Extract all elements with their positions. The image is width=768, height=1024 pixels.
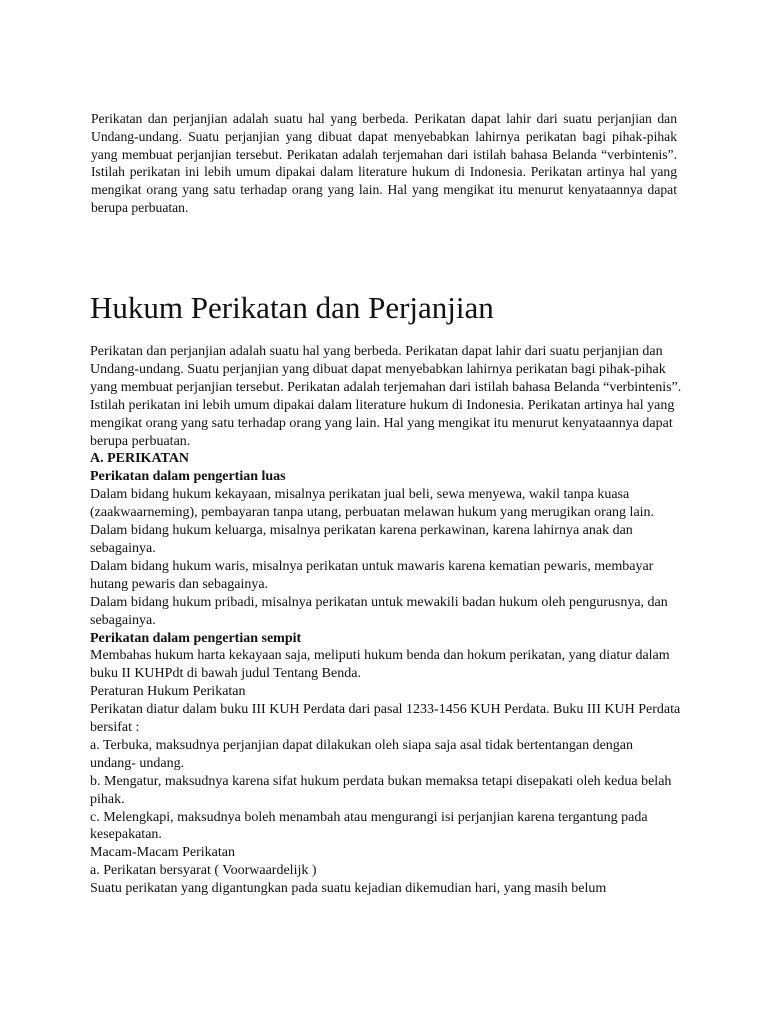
section-heading: A. PERIKATAN xyxy=(90,451,190,467)
list-item: b. Mengatur, maksudnya karena sifat hukum perdata bukan memaksa tetapi disepakati oleh kedua belah pihak. xyxy=(90,773,672,807)
subsection-heading: Perikatan dalam pengertian sempit xyxy=(90,630,302,646)
body-paragraph: Macam-Macam Perikatan xyxy=(90,845,235,861)
page-title: Hukum Perikatan dan Perjanjian xyxy=(90,290,494,325)
body-paragraph: Suatu perikatan yang digantungkan pada suatu kejadian dikemudian hari, yang masih belum xyxy=(90,881,607,897)
body-paragraph: Dalam bidang hukum waris, misalnya perikatan untuk mawaris karena kematian pewaris, membayar hutang pewaris dan sebagainya. xyxy=(90,558,654,592)
list-item: c. Melengkapi, maksudnya boleh menambah atau mengurangi isi perjanjian karena tergantung pada kesepakatan. xyxy=(90,809,648,843)
intro-paragraph: Perikatan dan perjanjian adalah suatu hal yang berbeda. Perikatan dapat lahir dari suatu perjanjian dan Undang-undang. Suatu perjanjian yang dibuat dapat menyebabkan lahirnya perikatan bagi pihak-pihak yang membuat perjanjian tersebut. Perikatan adalah terjemahan dari istilah bahasa Belanda “verbintenis”. Istilah perikatan ini lebih umum dipakai dalam literature hukum di Indonesia. Perikatan artinya hal yang mengikat orang yang satu terhadap orang yang lain. Hal yang mengikat itu menurut kenyataannya dapat berupa perbuatan. xyxy=(91,111,677,215)
article-body xyxy=(90,343,682,898)
list-item: a. Terbuka, maksudnya perjanjian dapat dilakukan oleh siapa saja asal tidak bertentangan dengan undang- undang. xyxy=(90,737,634,771)
body-paragraph: Dalam bidang hukum keluarga, misalnya perikatan karena perkawinan, karena lahirnya anak dan sebagainya. xyxy=(90,523,633,556)
body-paragraph: Membahas hukum harta kekayaan saja, meliputi hukum benda dan hokum perikatan, yang diatur dalam buku II KUHPdt di bawah judul Tentang Benda. xyxy=(90,648,670,682)
list-item: a. Perikatan bersyarat ( Voorwaardelijk ) xyxy=(90,863,317,879)
body-paragraph: Perikatan diatur dalam buku III KUH Perdata dari pasal 1233-1456 KUH Perdata. Buku III KUH Perdata bersifat : xyxy=(90,702,681,736)
subsection-heading: Perikatan dalam pengertian luas xyxy=(90,469,286,485)
body-paragraph: Dalam bidang hukum kekayaan, misalnya perikatan jual beli, sewa menyewa, wakil tanpa kuasa (zaakwaarneming), pembayaran tanpa utang, perbuatan melawan hukum yang merugikan orang lain. xyxy=(90,487,655,521)
body-paragraph: Dalam bidang hukum pribadi, misalnya perikatan untuk mewakili badan hukum oleh pengurusnya, dan sebagainya. xyxy=(90,594,668,628)
body-paragraph: Perikatan dan perjanjian adalah suatu hal yang berbeda. Perikatan dapat lahir dari suatu perjanjian dan Undang-undang. Suatu perjanjian yang dibuat dapat menyebabkan lahirnya perikatan bagi pihak-pihak yang membuat perjanjian tersebut. Perikatan adalah terjemahan dari istilah bahasa Belanda “verbintenis”. Istilah perikatan ini lebih umum dipakai dalam literature hukum di Indonesia. Perikatan artinya hal yang mengikat orang yang satu terhadap orang yang lain. Hal yang mengikat itu menurut kenyataannya dapat berupa perbuatan. xyxy=(90,344,682,449)
body-paragraph: Peraturan Hukum Perikatan xyxy=(90,684,246,700)
